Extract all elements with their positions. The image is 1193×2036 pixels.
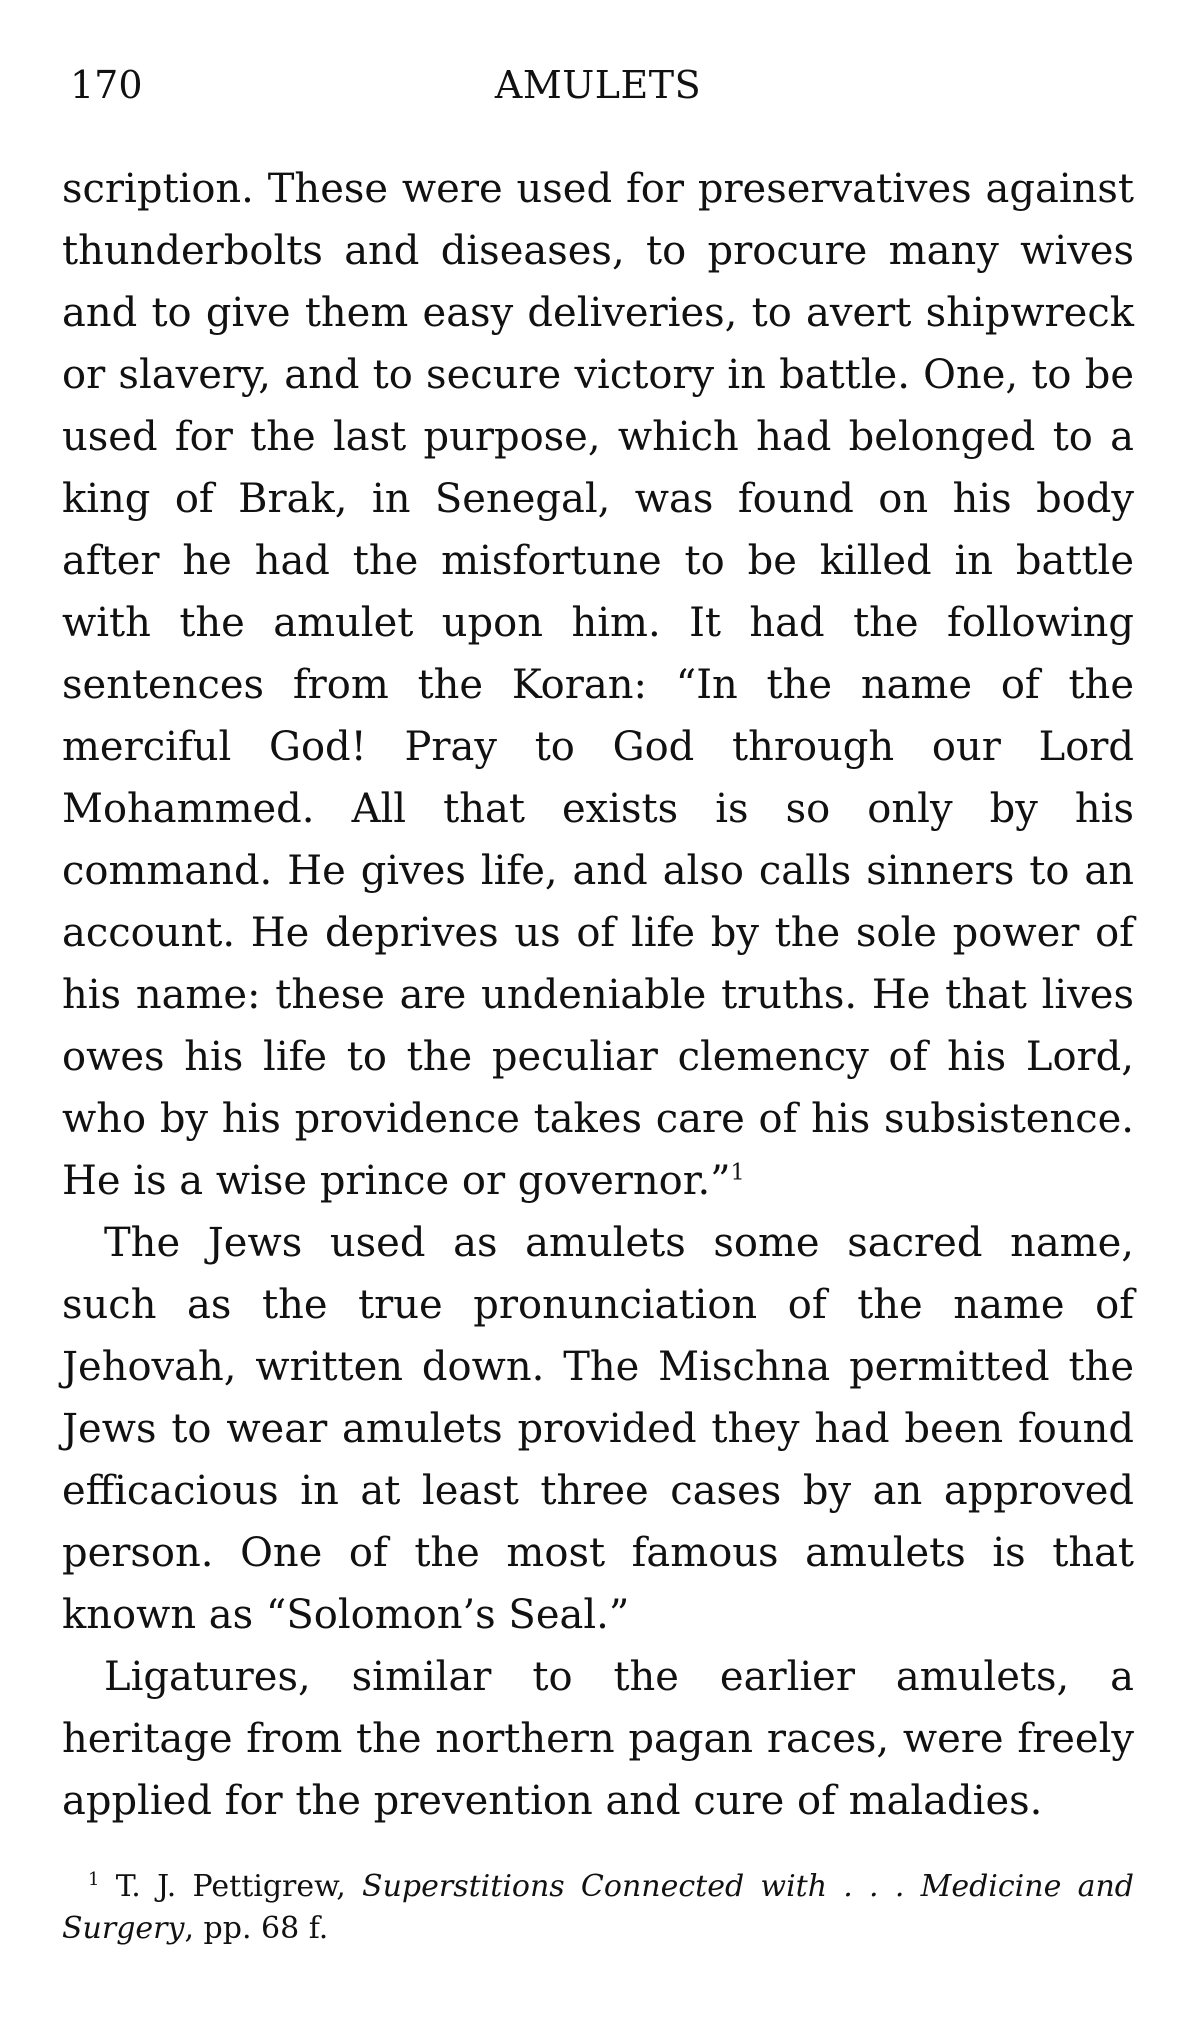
paragraph-text: Ligatures, similar to the earlier amulets, a heritage from the northern pagan races, were freely applied for the prevention and cure of maladies.: [62, 1654, 1134, 1824]
footnote-author: T. J. Pettigrew,: [115, 1869, 363, 1904]
footnote: [62, 1866, 1134, 1950]
book-page: [62, 50, 1134, 1950]
footnote-title: Superstitions Connected with . . . Medicine and Surgery: [62, 1869, 1134, 1946]
footnote-pages: , pp. 68 f.: [184, 1911, 329, 1946]
paragraph-text: scription. These were used for preservatives against thunderbolts and diseases, to procure many wives and to give them easy deliveries, to avert shipwreck or slavery, and to secure victory in battle. One, to be used for the last purpose, which had belonged to a king of Brak, in Senegal, was found on his body after he had the misfortune to be killed in battle with the amulet upon him. It had the following sentences from the Koran: “In the name of the merciful God! Pray to God through our Lord Mohammed. All that exists is so only by his command. He gives life, and also calls sinners to an account. He deprives us of life by the sole power of his name: these are undeniable truths. He that lives owes his life to the peculiar clemency of his Lord, who by his providence takes care of his subsistence. He is a wise prince or governor.”: [62, 166, 1134, 1204]
body-text: [62, 158, 1134, 1832]
running-head: [62, 50, 1134, 120]
paragraph-jewish-amulets: [62, 1212, 1134, 1646]
paragraph-ligatures: [62, 1646, 1134, 1832]
footnotes: [62, 1866, 1134, 1950]
footnote-reference: 1: [730, 1160, 745, 1186]
paragraph-koran-amulet: [62, 158, 1134, 1212]
footnote-mark: 1: [88, 1869, 100, 1890]
running-title: AMULETS: [494, 63, 702, 107]
page-number: 170: [70, 63, 143, 107]
paragraph-text: The Jews used as amulets some sacred name, such as the true pronunciation of the name of Jehovah, written down. The Mischna permitted the Jews to wear amulets provided they had been found efficacious in at least three cases by an approved person. One of the most famous amulets is that known as “Solomon’s Seal.”: [62, 1220, 1134, 1638]
